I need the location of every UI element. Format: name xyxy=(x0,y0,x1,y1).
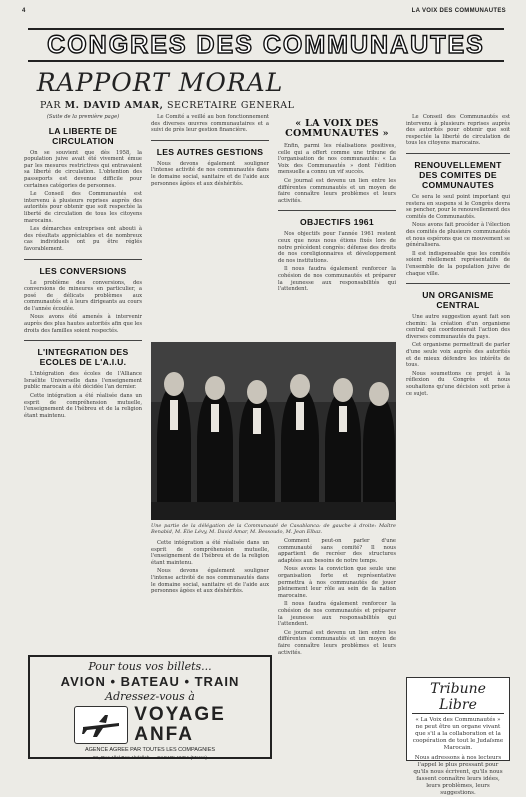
paragraph: L'intégration des écoles de l'Alliance Israélite Universelle dans l'enseignement public marocain a été décidée l'an dernier. xyxy=(24,371,142,391)
paragraph: Nous avons fait procéder à l'élection des comités de plusieurs communautés et nous espérons que ce mouvement se généralisera. xyxy=(406,222,510,249)
paragraph: Nous avons la conviction que seule une organisation forte et représentative permettra à nos communautés de jouer pleinement leur rôle au sein de la nation marocaine. xyxy=(278,566,396,599)
ad-brand-row xyxy=(36,705,264,745)
photo-figure xyxy=(211,404,219,432)
heading-conversions: LES CONVERSIONS xyxy=(39,265,127,276)
delegation-photo xyxy=(151,342,396,520)
continued-note: (Suite de la première page) xyxy=(46,114,120,120)
tribune-title: Tribune Libre xyxy=(412,681,504,714)
paragraph: Enfin, parmi les réalisations positives, celle qui a offert comme une tribune de l'organisation de nos communautés: « La Voix des Communautés » dont l'édition mensuelle a connu un vif succès. xyxy=(278,143,396,176)
page-header xyxy=(22,8,506,18)
photo-background xyxy=(151,342,396,402)
ad-tagline: Pour tous vos billets... xyxy=(88,660,212,673)
photo-figure xyxy=(247,380,267,404)
divider xyxy=(278,210,396,211)
paragraph: Le Conseil des Communautés est intervenu à plusieurs reprises auprès des autorités pour obtenir que soit respectée la liberté de circulation de tous les citoyens marocains. xyxy=(24,191,142,224)
ad-modes: AVION • BATEAU • TRAIN xyxy=(60,674,240,689)
heading-liberte: LA LIBERTE DE CIRCULATION xyxy=(48,125,118,146)
paragraph: Nous devons également souligner l'intense activité de nos communautés dans le domaine social, sanitaire et de l'aide aux personnes âgées et aux déshérités. xyxy=(151,160,269,187)
byline-prefix: PAR xyxy=(40,100,62,111)
paragraph: Il est indispensable que les comités soient réellement représentatifs de l'ensemble de la population juive de chaque ville. xyxy=(406,250,510,277)
divider xyxy=(406,283,510,284)
paragraph: Ce journal est devenu un lien entre les différentes communautés et un moyen de faire connaître leurs problèmes et leurs activités. xyxy=(278,177,396,204)
divider xyxy=(151,140,269,141)
byline xyxy=(40,100,380,111)
ad-address-line: Adressez-vous à xyxy=(105,690,195,703)
byline-name: M. DAVID AMAR, xyxy=(64,100,164,111)
photo-figure xyxy=(164,372,184,396)
paragraph: Cet organisme permettrait de parler d'une seule voix auprès des autorités et de mieux défendre les intérêts de tous. xyxy=(406,342,510,369)
paragraph: Comment peut-on parler d'une communauté sans comité? Il nous appartient de recréer des structures adaptées aux besoins de notre temps. xyxy=(278,538,396,564)
ad-footer: 91, Rue Allal Ben Abdallah — CASABLANCA (Maroc) xyxy=(93,756,207,761)
column-3-bottom xyxy=(278,538,396,750)
photo-caption: Une partie de la délégation de la Communauté de Casablanca: de gauche à droite: Maître Benabid, M. Élie Lévy, M. David Amar, M. Bessoudo, M. Jean Elbaz. xyxy=(151,523,396,536)
photo-figure xyxy=(296,402,304,430)
ad-brand xyxy=(134,705,226,745)
airplane-icon xyxy=(79,711,123,739)
paragraph: Une autre suggestion ayant fait son chemin: la création d'un organisme central qui coordonnerait l'action des diverses communautés du pays. xyxy=(406,314,510,340)
photo-figure xyxy=(369,382,389,406)
heading-renouvellement: RENOUVELLEMENT DES COMITES DE COMMUNAUTES xyxy=(414,159,502,190)
article-title: RAPPORT MORAL xyxy=(36,68,284,97)
photo-figure xyxy=(339,406,347,432)
heading-integration: L'INTEGRATION DES ECOLES DE L'A.I.U. xyxy=(37,347,129,368)
tribune-paragraph: Nous adressons à nos lecteurs l'appel le plus pressant pour qu'ils nous écrivent, qu'ils nous fassent connaître leurs idées, leurs problèmes, leurs suggestions. xyxy=(413,755,503,796)
heading-organisme: UN ORGANISME CENTRAL xyxy=(422,290,494,311)
photo-figure xyxy=(290,374,310,398)
photo-figure xyxy=(333,378,353,402)
paragraph: Le Conseil des Communautés est intervenu à plusieurs reprises auprès des autorités pour obtenir que soit respectée la liberté de circulation de tous les citoyens marocains. xyxy=(406,114,510,147)
tribune-libre-box xyxy=(406,677,510,796)
photo-table xyxy=(151,502,396,520)
ad-brand-line1: VOYAGE xyxy=(134,704,226,725)
column-1 xyxy=(24,114,142,634)
page-number: 4 xyxy=(22,8,26,14)
divider xyxy=(24,259,142,260)
tribune-paragraph: « La Voix des Communautés » ne peut être un organe vivant que s'il a la collaboration et la coopération de tout le Judaïsme Marocain. xyxy=(412,717,504,751)
divider xyxy=(406,153,510,154)
paragraph: Nous soumettons ce projet à la réflexion du Congrès et nous souhaitons qu'une décision soit prise à ce sujet. xyxy=(406,370,510,397)
photo-figure xyxy=(363,396,395,506)
heading-autres: LES AUTRES GESTIONS xyxy=(156,146,264,157)
paragraph: Nous avons été amenés à intervenir auprès des plus hautes autorités afin que les droits des familles soient respectés. xyxy=(24,314,142,334)
paragraph: Cette intégration a été réalisée dans un esprit de compréhension mutuelle, l'enseignement de l'hébreu et de la religion étant maintenu. xyxy=(151,540,269,566)
heading-voix: « LA VOIX DES COMMUNAUTES » xyxy=(285,118,389,139)
photo-figure xyxy=(253,408,261,434)
paragraph: Il nous faudra également renforcer la cohésion de nos communautés et préparer la jeunesse aux responsabilités qui l'attendent. xyxy=(278,266,396,293)
paragraph: Le Comité a veillé au bon fonctionnement des diverses œuvres communautaires et a suivi de près leur gestion financière. xyxy=(151,114,269,134)
divider xyxy=(24,340,142,341)
masthead-banner xyxy=(28,28,504,62)
paragraph: Il nous faudra également renforcer la cohésion de nos communautés et préparer la jeunesse aux responsabilités qui l'attendent. xyxy=(278,601,396,628)
masthead-title: CONGRES DES COMMUNAUTES xyxy=(47,30,485,59)
ad-brand-line2: ANFA xyxy=(134,724,194,745)
heading-objectifs: OBJECTIFS 1961 xyxy=(300,217,374,228)
paragraph: Les démarches entreprises ont abouti à des résultats appréciables et de nombreux cas individuels ont pu être réglés favorablement. xyxy=(24,226,142,252)
journal-name: LA VOIX DES COMMUNAUTES xyxy=(411,8,506,14)
paragraph: Ce sera le seul point important qui restera en suspens si le Congrès devra se pencher, pour le renouvellement des comités de Communautés. xyxy=(406,193,510,220)
airplane-icon xyxy=(74,706,128,744)
paragraph: Cette intégration a été réalisée dans un esprit de compréhension mutuelle, l'enseignement de l'hébreu et de la religion étant maintenu. xyxy=(24,393,142,419)
byline-role: SECRETAIRE GENERAL xyxy=(166,100,295,111)
paragraph: Le problème des conversions, des conversions de mineures en particulier, a posé de délicats problèmes aux communautés et à leurs dirigeants au cours de l'année écoulée. xyxy=(24,279,142,312)
paragraph: Ce journal est devenu un lien entre les différentes communautés et un moyen de faire connaître leurs problèmes et leurs activités. xyxy=(278,629,396,656)
paragraph: Nos objectifs pour l'année 1961 restent ceux que nous nous étions fixés lors de notre précédent congrès: défense des droits de nos coreligionnaires et développement de nos institutions. xyxy=(278,231,396,264)
paragraph: Nous devons également souligner l'intense activité de nos communautés dans le domaine social, sanitaire et de l'aide aux personnes âgées et aux déshérités. xyxy=(151,568,269,595)
photo-figure xyxy=(205,376,225,400)
column-4 xyxy=(406,114,510,674)
column-2-bottom xyxy=(151,540,269,650)
travel-advertisement xyxy=(28,655,272,759)
photo-figure xyxy=(170,400,178,430)
ad-agency: AGENCE AGREE PAR TOUTES LES COMPAGNIES xyxy=(84,747,216,753)
paragraph: On se souvient que dès 1958, la population juive avait été vivement émue par les mesures restrictives qui entravaient sa liberté de circulation. L'obtention des passeports est devenue difficile pour certaines catégories de personnes. xyxy=(24,149,142,189)
